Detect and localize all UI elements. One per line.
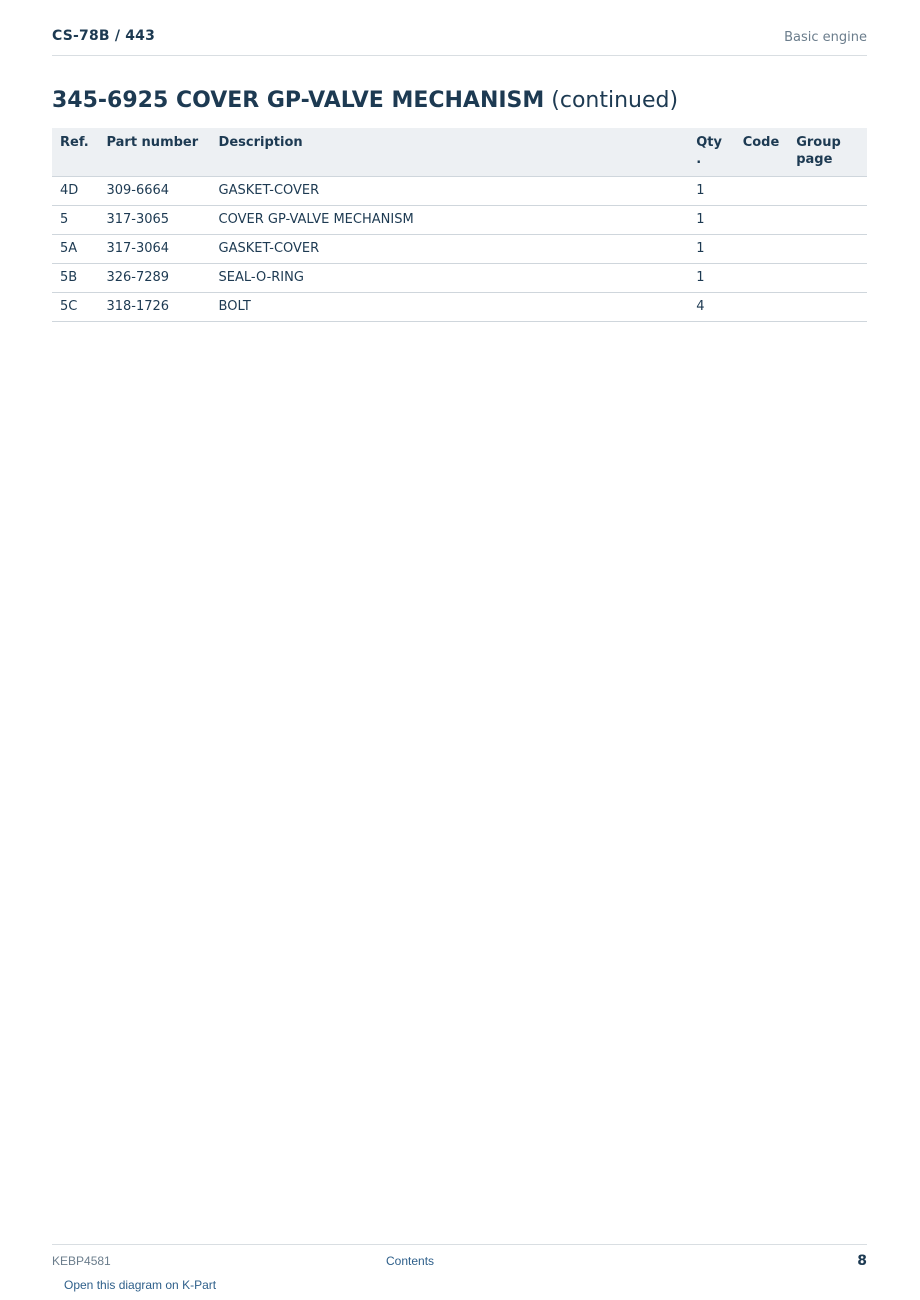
contents-link[interactable]: Contents (386, 1254, 435, 1268)
column-header-ref: Ref. (52, 128, 98, 177)
cell-group-page (788, 206, 867, 235)
column-header-qty: Qty . (688, 128, 734, 177)
document-id: KEBP4581 (52, 1254, 111, 1268)
cell-description: SEAL-O-RING (211, 264, 689, 293)
cell-group-page (788, 235, 867, 264)
cell-description: GASKET-COVER (211, 177, 689, 206)
cell-group-page (788, 177, 867, 206)
cell-ref: 5A (52, 235, 98, 264)
page-title (52, 88, 678, 113)
cell-ref: 4D (52, 177, 98, 206)
cell-code (735, 206, 789, 235)
cell-part-number: 309-6664 (98, 177, 210, 206)
section-name: Basic engine (784, 30, 867, 45)
cell-description: COVER GP-VALVE MECHANISM (211, 206, 689, 235)
cell-group-page (788, 293, 867, 322)
column-header-code: Code (735, 128, 789, 177)
parts-table (52, 128, 867, 322)
page-header (52, 28, 867, 56)
cell-qty: 1 (688, 177, 734, 206)
column-header-part-number: Part number (98, 128, 210, 177)
table-row (52, 235, 867, 264)
cell-description: GASKET-COVER (211, 235, 689, 264)
cell-code (735, 235, 789, 264)
title-main: 345-6925 COVER GP-VALVE MECHANISM (52, 88, 545, 113)
table-header-row (52, 128, 867, 177)
cell-qty: 1 (688, 235, 734, 264)
table-row (52, 206, 867, 235)
cell-qty: 1 (688, 206, 734, 235)
table-row (52, 293, 867, 322)
page-number: 8 (857, 1253, 867, 1269)
cell-part-number: 317-3065 (98, 206, 210, 235)
open-diagram-link[interactable]: Open this diagram on K-Part (64, 1278, 217, 1292)
cell-qty: 1 (688, 264, 734, 293)
column-header-description: Description (211, 128, 689, 177)
cell-description: BOLT (211, 293, 689, 322)
cell-ref: 5 (52, 206, 98, 235)
cell-code (735, 264, 789, 293)
cell-code (735, 177, 789, 206)
table-row (52, 264, 867, 293)
cell-code (735, 293, 789, 322)
cell-qty: 4 (688, 293, 734, 322)
page-footer (52, 1244, 867, 1292)
column-header-group-page: Group page (788, 128, 867, 177)
cell-ref: 5B (52, 264, 98, 293)
document-page (52, 0, 867, 1300)
cell-part-number: 318-1726 (98, 293, 210, 322)
table-row (52, 177, 867, 206)
cell-group-page (788, 264, 867, 293)
title-suffix: (continued) (551, 88, 679, 113)
cell-part-number: 317-3064 (98, 235, 210, 264)
cell-ref: 5C (52, 293, 98, 322)
model-breadcrumb: CS-78B / 443 (52, 28, 156, 44)
cell-part-number: 326-7289 (98, 264, 210, 293)
